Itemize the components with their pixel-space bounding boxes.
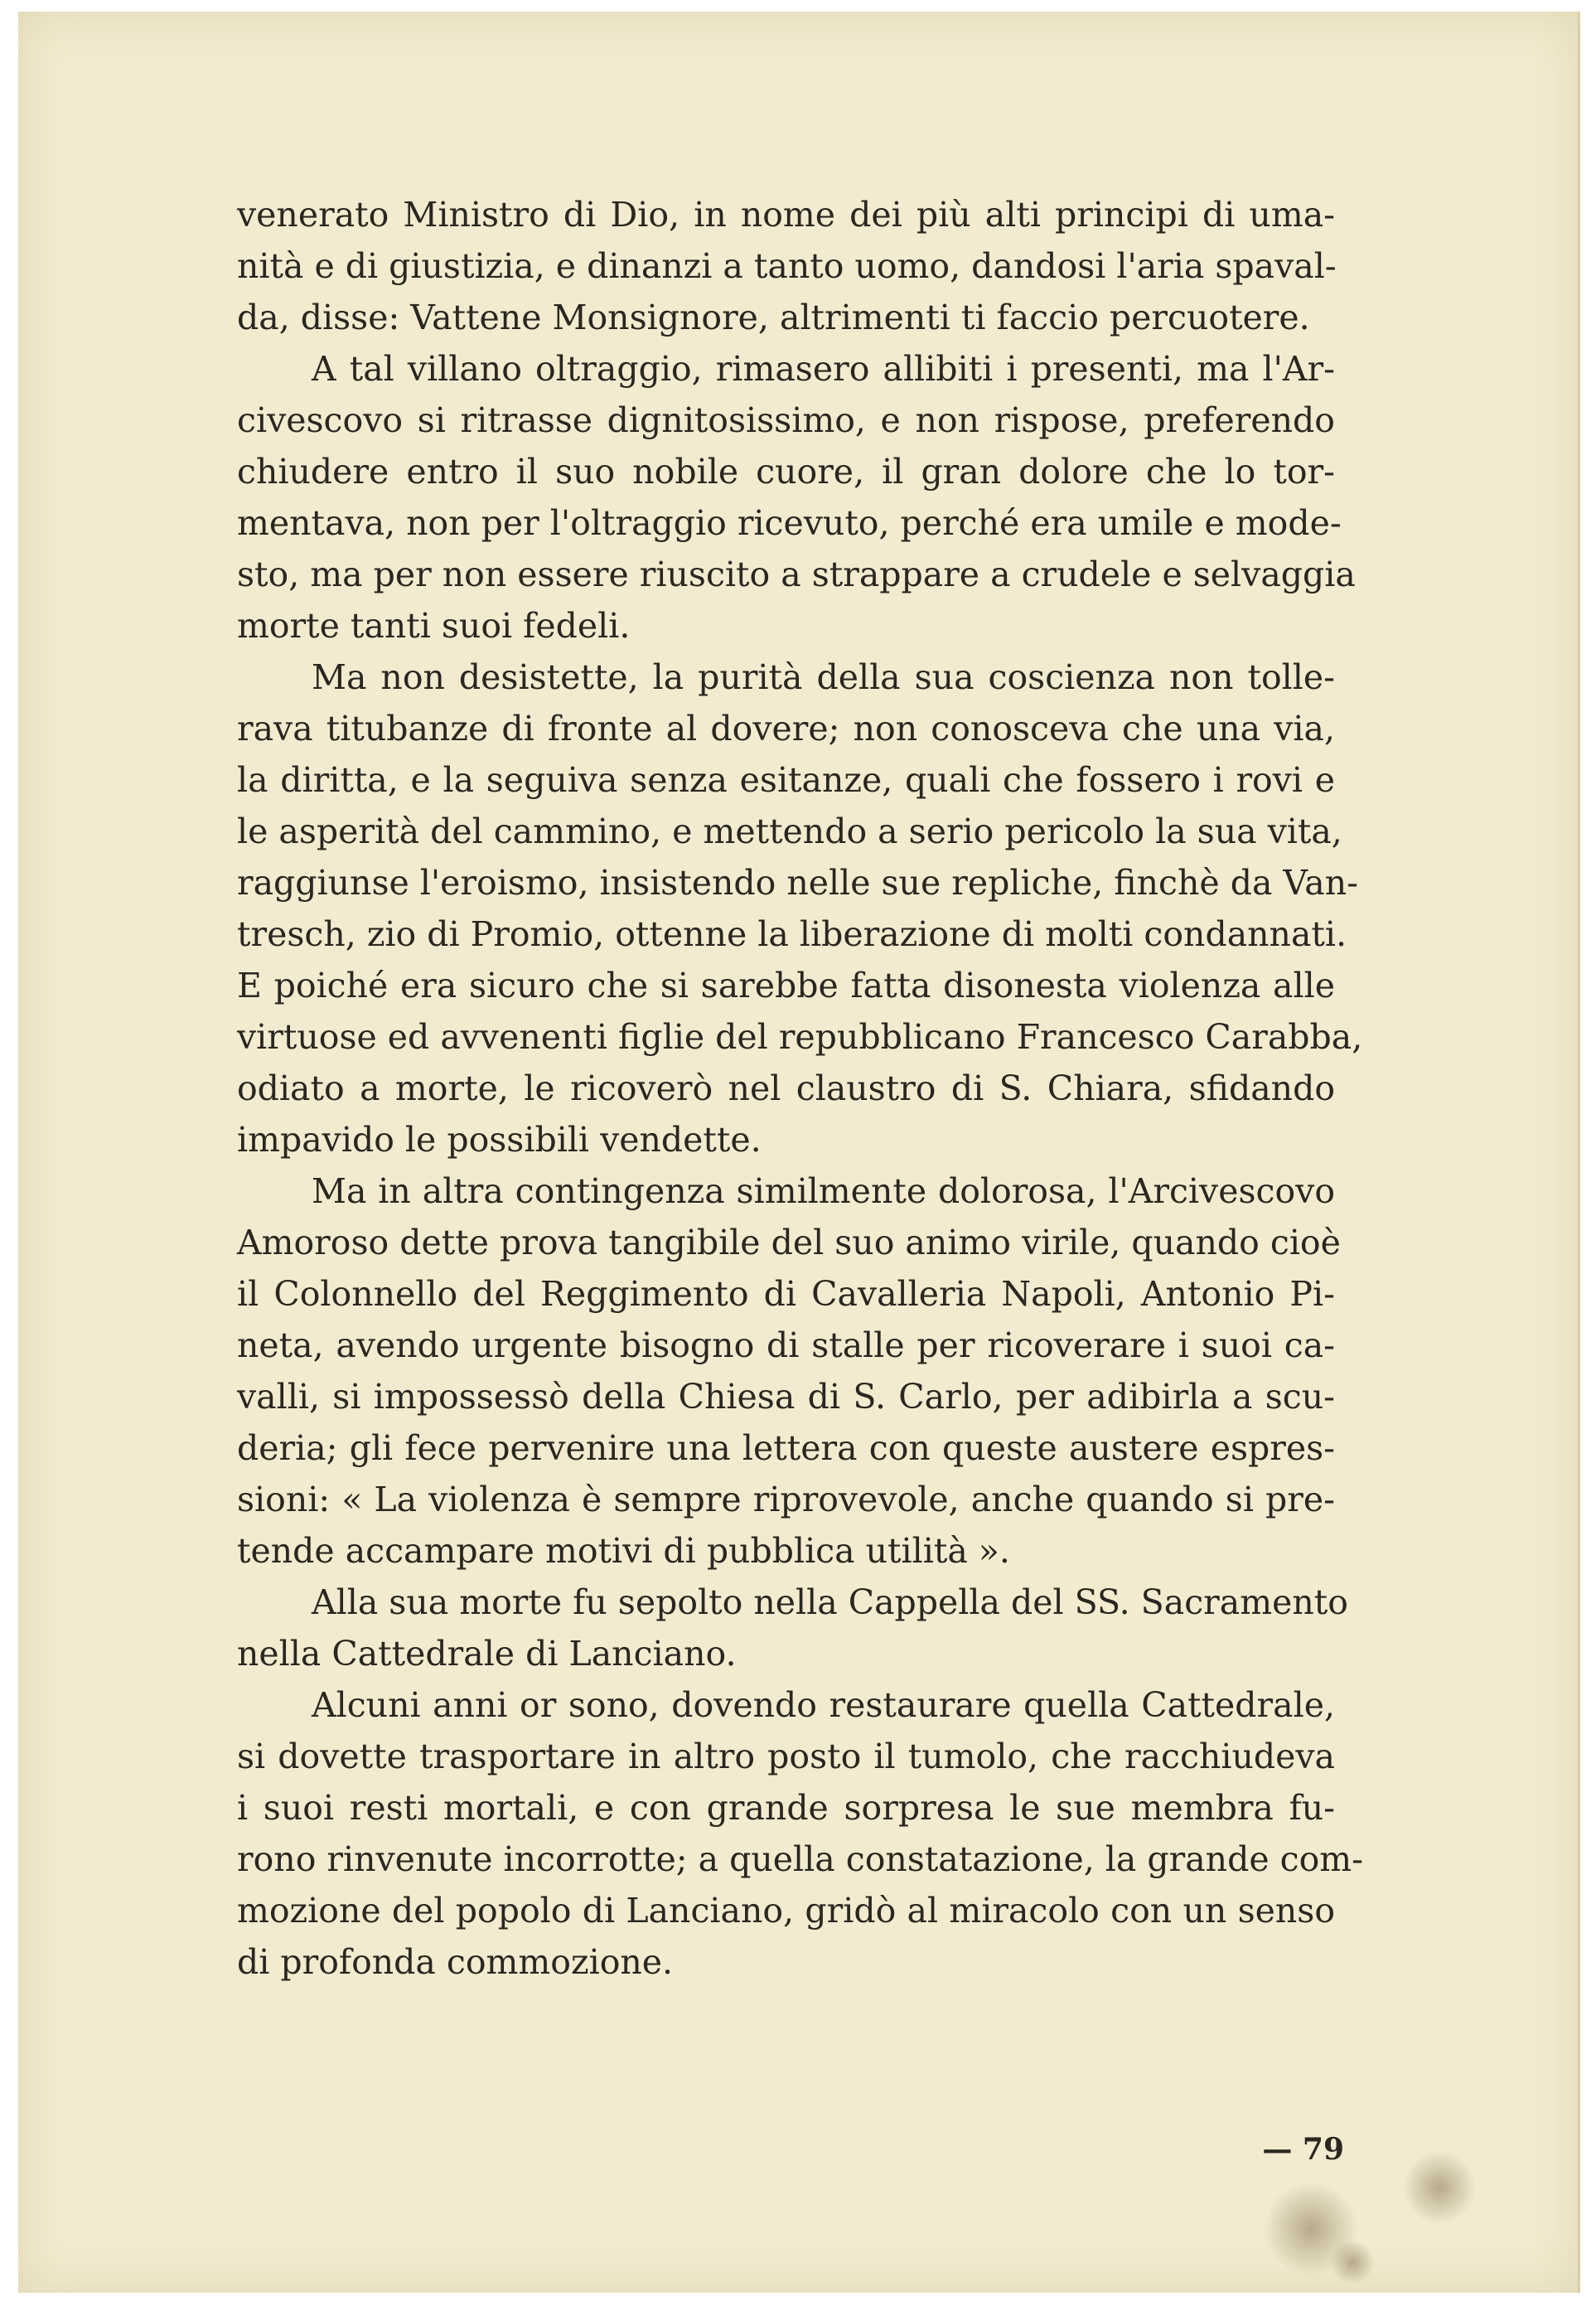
text-line: mentava, non per l'oltraggio ricevuto, perché era umile e mode- xyxy=(237,503,1342,543)
text-line: civescovo si ritrasse dignitosissimo, e non rispose, preferendo xyxy=(237,400,1335,440)
text-line: odiato a morte, le ricoverò nel claustro di S. Chiara, sfidando xyxy=(237,1068,1335,1108)
text-line: A tal villano oltraggio, rimasero allibiti i presenti, ma l'Ar- xyxy=(312,349,1335,389)
text-line: virtuose ed avvenenti figlie del repubblicano Francesco Carabba, xyxy=(237,1017,1363,1057)
text-line: il Colonnello del Reggimento di Cavalleria Napoli, Antonio Pi- xyxy=(237,1274,1335,1314)
text-line: nella Cattedrale di Lanciano. xyxy=(237,1634,737,1674)
text-line: E poiché era sicuro che si sarebbe fatta disonesta violenza alle xyxy=(237,966,1335,1005)
paragraph xyxy=(237,1679,1364,1988)
text-line: Ma non desistette, la purità della sua coscienza non tolle- xyxy=(312,657,1335,697)
text-line: Ma in altra contingenza similmente dolorosa, l'Arcivescovo xyxy=(312,1171,1335,1211)
text-line: sto, ma per non essere riuscito a strappare a crudele e selvaggia xyxy=(237,555,1356,594)
paragraph xyxy=(237,1577,1348,1679)
paragraph xyxy=(237,1165,1341,1577)
text-line: Alcuni anni or sono, dovendo restaurare quella Cattedrale, xyxy=(312,1685,1335,1725)
text-line: di profonda commozione. xyxy=(237,1942,674,1982)
text-line: neta, avendo urgente bisogno di stalle per ricoverare i suoi ca- xyxy=(237,1325,1335,1365)
text-line: rava titubanze di fronte al dovere; non conosceva che una via, xyxy=(237,709,1335,748)
page-number: — 79 xyxy=(1262,2132,1344,2167)
foxing-stain xyxy=(1328,2241,1377,2283)
text-line: morte tanti suoi fedeli. xyxy=(237,606,631,646)
text-line: si dovette trasportare in altro posto il tumolo, che racchiudeva xyxy=(237,1737,1335,1776)
body-text xyxy=(237,189,1364,1988)
paragraph xyxy=(237,652,1363,1165)
text-line: rono rinvenute incorrotte; a quella constatazione, la grande com- xyxy=(237,1839,1364,1879)
text-line: Amoroso dette prova tangibile del suo animo virile, quando cioè xyxy=(237,1223,1341,1262)
text-line: la diritta, e la seguiva senza esitanze, quali che fossero i rovi e xyxy=(237,760,1335,800)
text-line: valli, si impossessò della Chiesa di S. Carlo, per adibirla a scu- xyxy=(237,1377,1335,1417)
text-line: tresch, zio di Promio, ottenne la liberazione di molti condannati. xyxy=(237,914,1347,954)
text-line: sioni: « La violenza è sempre riprovevole, anche quando si pre- xyxy=(237,1480,1335,1519)
text-line: le asperità del cammino, e mettendo a serio pericolo la sua vita, xyxy=(237,811,1342,851)
text-line: Alla sua morte fu sepolto nella Cappella del SS. Sacramento xyxy=(312,1582,1348,1622)
text-line: i suoi resti mortali, e con grande sorpresa le sue membra fu- xyxy=(237,1788,1335,1828)
text-line: nità e di giustizia, e dinanzi a tanto uomo, dandosi l'aria spaval- xyxy=(237,246,1337,286)
text-line: deria; gli fece pervenire una lettera con queste austere espres- xyxy=(237,1428,1335,1468)
text-line: impavido le possibili vendette. xyxy=(237,1120,762,1160)
book-page xyxy=(18,12,1580,2293)
paragraph xyxy=(237,343,1356,652)
text-line: chiudere entro il suo nobile cuore, il gran dolore che lo tor- xyxy=(237,452,1335,492)
foxing-stain xyxy=(1402,2150,1477,2225)
text-line: tende accampare motivi di pubblica utilità ». xyxy=(237,1531,1010,1571)
text-line: da, disse: Vattene Monsignore, altrimenti ti faccio percuotere. xyxy=(237,298,1310,337)
paragraph xyxy=(237,189,1335,343)
text-line: venerato Ministro di Dio, in nome dei più alti principi di uma- xyxy=(237,195,1335,235)
text-line: raggiunse l'eroismo, insistendo nelle sue repliche, finchè da Van- xyxy=(237,863,1358,903)
text-line: mozione del popolo di Lanciano, gridò al miracolo con un senso xyxy=(237,1891,1335,1931)
